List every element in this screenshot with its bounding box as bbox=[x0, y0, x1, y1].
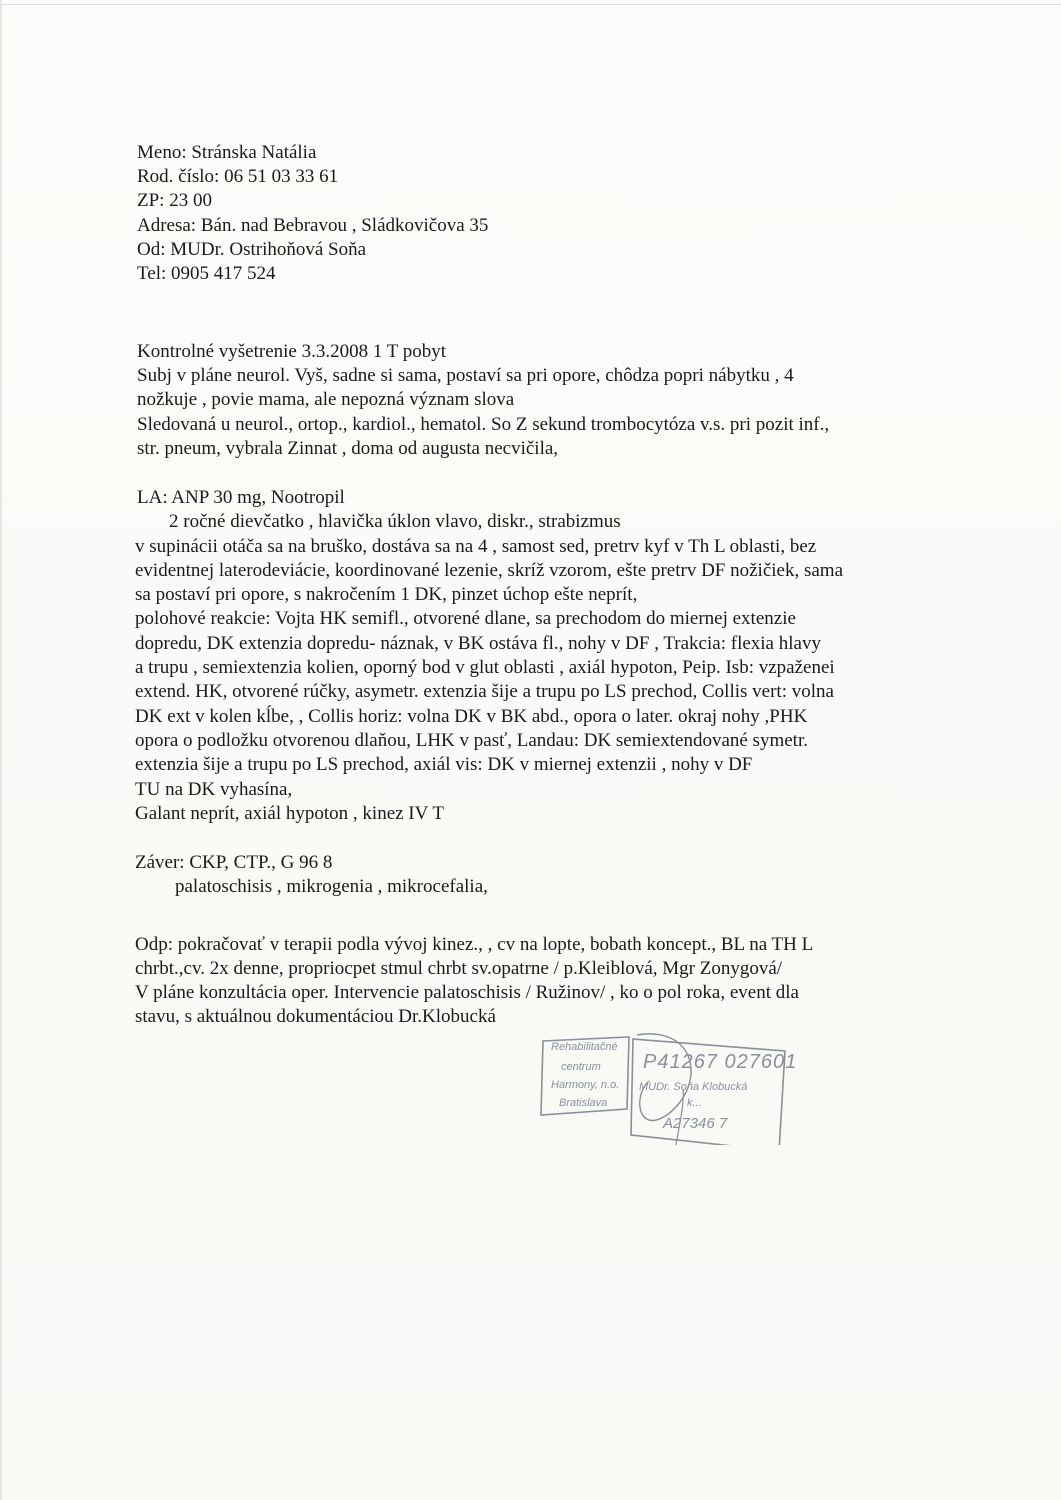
conclusion-detail: palatoschisis , mikrogenia , mikrocefalia, bbox=[175, 876, 488, 897]
subj-line: nožkuje , povie mama, ale nepozná význam slova bbox=[137, 389, 515, 410]
patient-birth-number: Rod. číslo: 06 51 03 33 61 bbox=[137, 166, 339, 187]
recommendation-line: chrbt.,cv. 2x denne, propriocpet stmul chrbt sv.opatrne / p.Kleiblová, Mgr Zonygová/ bbox=[135, 958, 783, 979]
findings-line: polohové reakcie: Vojta HK semifl., otvorené dlane, sa prechodom do miernej extenzie bbox=[135, 608, 796, 629]
patient-insurance: ZP: 23 00 bbox=[137, 190, 212, 211]
institution-stamp bbox=[537, 1025, 798, 1145]
patient-name: Meno: Stránska Natália bbox=[137, 142, 317, 163]
stamp-code: P41267 027601 bbox=[643, 1051, 798, 1073]
findings-line: a trupu , semiextenzia kolien, oporný bod v glut oblasti , axiál hypoton, Peip. Isb: vzpaženei bbox=[135, 657, 835, 678]
subj-line: Subj v pláne neurol. Vyš, sadne si sama, postaví sa pri opore, chôdza popri nábytku , 4 bbox=[137, 365, 794, 386]
stamp-text: k... bbox=[687, 1097, 702, 1109]
findings-line: dopredu, DK extenzia dopredu- náznak, v BK ostáva fl., nohy v DF , Trakcia: flexia hlavy bbox=[135, 633, 821, 654]
medication-line: LA: ANP 30 mg, Nootropil bbox=[137, 487, 345, 508]
stamp-text: Bratislava bbox=[559, 1097, 608, 1109]
findings-line: sa postaví pri opore, s nakročením 1 DK, pinzet úchop ešte neprít, bbox=[135, 584, 638, 605]
findings-line: opora o podložku otvorenou dlaňou, LHK v pasť, Landau: DK semiextendované symetr. bbox=[135, 730, 808, 751]
findings-line: extenzia šije a trupu po LS prechod, axiál vis: DK v miernej extenzii , nohy v DF bbox=[135, 754, 753, 775]
subj-line: Sledovaná u neurol., ortop., kardiol., hematol. So Z sekund trombocytóza v.s. pri pozit inf., bbox=[137, 414, 830, 435]
findings-line: v supinácii otáča sa na bruško, dostáva sa na 4 , samost sed, pretrv kyf v Th L oblasti, bez bbox=[135, 536, 817, 557]
findings-line: DK ext v kolen kĺbe, , Collis horiz: volna DK v BK abd., opora o later. okraj nohy ,PHK bbox=[135, 706, 808, 727]
conclusion: Záver: CKP, CTP., G 96 8 bbox=[135, 852, 333, 873]
patient-referred-by: Od: MUDr. Ostrihoňová Soňa bbox=[137, 239, 367, 260]
recommendation-line: stavu, s aktuálnou dokumentáciou Dr.Klobucká bbox=[135, 1006, 496, 1027]
findings-line: Galant neprít, axiál hypoton , kinez IV T bbox=[135, 803, 445, 824]
recommendation-line: V pláne konzultácia oper. Intervencie palatoschisis / Ružinov/ , ko o pol roka, event dla bbox=[135, 982, 799, 1003]
stamp-text: centrum bbox=[561, 1061, 601, 1073]
stamp-text: A27346 7 bbox=[663, 1115, 728, 1132]
findings-line: extend. HK, otvorené rúčky, asymetr. extenzia šije a trupu po LS prechod, Collis vert: volna bbox=[135, 681, 834, 702]
exam-title: Kontrolné vyšetrenie 3.3.2008 1 T pobyt bbox=[137, 341, 447, 362]
findings-line: evidentnej laterodeviácie, koordinované lezenie, skríž vzorom, ešte pretrv DF nožičiek, sama bbox=[135, 560, 844, 581]
stamp-text: MUDr. Soňa Klobucká bbox=[639, 1081, 748, 1093]
stamp-text: Harmony, n.o. bbox=[551, 1079, 620, 1091]
findings-line: TU na DK vyhasína, bbox=[135, 779, 293, 800]
stamp-text: Rehabilitačné bbox=[551, 1041, 618, 1053]
findings-line: 2 ročné dievčatko , hlavička úklon vlavo, diskr., strabizmus bbox=[169, 511, 621, 532]
scan-edge-line bbox=[2, 4, 1061, 5]
patient-phone: Tel: 0905 417 524 bbox=[137, 263, 276, 284]
recommendation-line: Odp: pokračovať v terapii podla vývoj kinez., , cv na lopte, bobath koncept., BL na TH L bbox=[135, 934, 814, 955]
subj-line: str. pneum, vybrala Zinnat , doma od augusta necvičila, bbox=[137, 438, 559, 459]
patient-address: Adresa: Bán. nad Bebravou , Sládkovičova 35 bbox=[137, 215, 489, 236]
